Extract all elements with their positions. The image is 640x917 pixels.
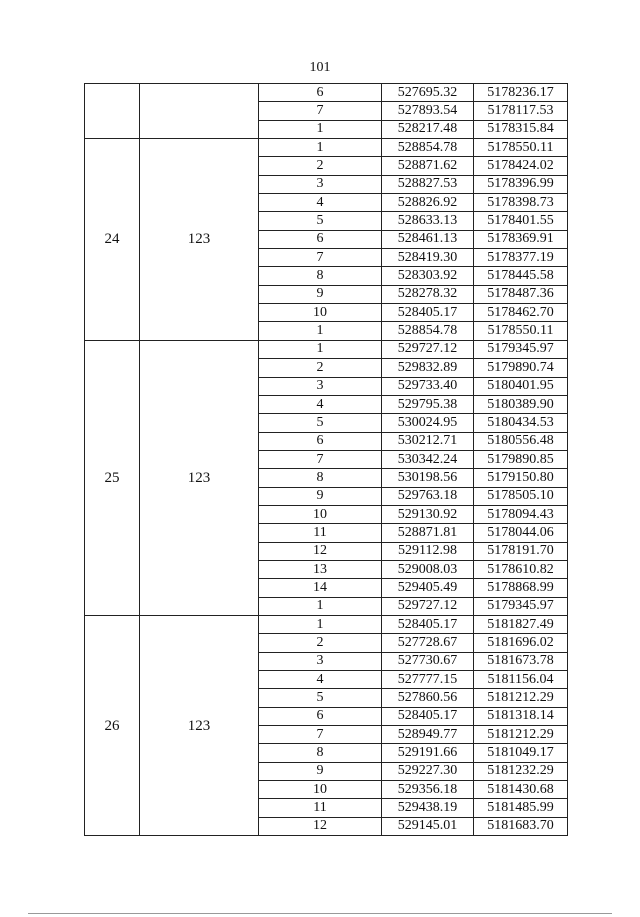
- x-coordinate-cell: 529763.18: [382, 487, 474, 505]
- y-coordinate-cell: 5179890.74: [474, 359, 568, 377]
- scan-edge-line: [28, 913, 612, 914]
- x-coordinate-cell: 527860.56: [382, 689, 474, 707]
- x-coordinate-cell: 530212.71: [382, 432, 474, 450]
- x-coordinate-cell: 528405.17: [382, 304, 474, 322]
- point-number-cell: 9: [259, 487, 382, 505]
- y-coordinate-cell: 5179345.97: [474, 340, 568, 358]
- y-coordinate-cell: 5178396.99: [474, 175, 568, 193]
- x-coordinate-cell: 528217.48: [382, 120, 474, 138]
- point-number-cell: 14: [259, 579, 382, 597]
- x-coordinate-cell: 528949.77: [382, 726, 474, 744]
- x-coordinate-cell: 528854.78: [382, 139, 474, 157]
- x-coordinate-cell: 528826.92: [382, 194, 474, 212]
- y-coordinate-cell: 5178191.70: [474, 542, 568, 560]
- table-row: [85, 139, 568, 157]
- point-number-cell: 6: [259, 432, 382, 450]
- x-coordinate-cell: 530024.95: [382, 414, 474, 432]
- point-number-cell: 2: [259, 634, 382, 652]
- x-coordinate-cell: 530342.24: [382, 450, 474, 468]
- point-number-cell: 1: [259, 120, 382, 138]
- x-coordinate-cell: 528461.13: [382, 230, 474, 248]
- y-coordinate-cell: 5181430.68: [474, 781, 568, 799]
- table-row: [85, 84, 568, 102]
- y-coordinate-cell: 5180389.90: [474, 395, 568, 413]
- y-coordinate-cell: 5178315.84: [474, 120, 568, 138]
- point-number-cell: 11: [259, 799, 382, 817]
- x-coordinate-cell: 529191.66: [382, 744, 474, 762]
- x-coordinate-cell: 529008.03: [382, 560, 474, 578]
- point-number-cell: 4: [259, 671, 382, 689]
- y-coordinate-cell: 5178377.19: [474, 249, 568, 267]
- y-coordinate-cell: 5181156.04: [474, 671, 568, 689]
- x-coordinate-cell: 529438.19: [382, 799, 474, 817]
- point-number-cell: 4: [259, 395, 382, 413]
- point-number-cell: 12: [259, 817, 382, 835]
- table-row: [85, 340, 568, 358]
- point-number-cell: 1: [259, 322, 382, 340]
- parcel-id-cell: [85, 84, 140, 139]
- point-number-cell: 10: [259, 505, 382, 523]
- x-coordinate-cell: 529356.18: [382, 781, 474, 799]
- point-number-cell: 6: [259, 84, 382, 102]
- point-number-cell: 2: [259, 157, 382, 175]
- x-coordinate-cell: 528419.30: [382, 249, 474, 267]
- point-number-cell: 5: [259, 414, 382, 432]
- point-number-cell: 13: [259, 560, 382, 578]
- parcel-number-cell: 123: [140, 139, 259, 341]
- point-number-cell: 1: [259, 597, 382, 615]
- x-coordinate-cell: 528871.62: [382, 157, 474, 175]
- y-coordinate-cell: 5178550.11: [474, 139, 568, 157]
- x-coordinate-cell: 529405.49: [382, 579, 474, 597]
- point-number-cell: 3: [259, 652, 382, 670]
- y-coordinate-cell: 5180556.48: [474, 432, 568, 450]
- point-number-cell: 1: [259, 340, 382, 358]
- x-coordinate-cell: 529832.89: [382, 359, 474, 377]
- point-number-cell: 11: [259, 524, 382, 542]
- point-number-cell: 4: [259, 194, 382, 212]
- y-coordinate-cell: 5179345.97: [474, 597, 568, 615]
- coordinate-table: [84, 83, 568, 836]
- x-coordinate-cell: 529130.92: [382, 505, 474, 523]
- x-coordinate-cell: 529795.38: [382, 395, 474, 413]
- y-coordinate-cell: 5181827.49: [474, 615, 568, 633]
- y-coordinate-cell: 5179890.85: [474, 450, 568, 468]
- x-coordinate-cell: 528303.92: [382, 267, 474, 285]
- x-coordinate-cell: 529145.01: [382, 817, 474, 835]
- point-number-cell: 7: [259, 249, 382, 267]
- table-row: [85, 615, 568, 633]
- y-coordinate-cell: 5181049.17: [474, 744, 568, 762]
- point-number-cell: 3: [259, 377, 382, 395]
- y-coordinate-cell: 5181318.14: [474, 707, 568, 725]
- y-coordinate-cell: 5178398.73: [474, 194, 568, 212]
- y-coordinate-cell: 5178401.55: [474, 212, 568, 230]
- x-coordinate-cell: 527730.67: [382, 652, 474, 670]
- x-coordinate-cell: 529727.12: [382, 597, 474, 615]
- y-coordinate-cell: 5178462.70: [474, 304, 568, 322]
- x-coordinate-cell: 527893.54: [382, 102, 474, 120]
- x-coordinate-cell: 527777.15: [382, 671, 474, 689]
- y-coordinate-cell: 5178445.58: [474, 267, 568, 285]
- page-number: 101: [309, 60, 331, 75]
- point-number-cell: 7: [259, 102, 382, 120]
- y-coordinate-cell: 5181212.29: [474, 726, 568, 744]
- x-coordinate-cell: 528405.17: [382, 615, 474, 633]
- y-coordinate-cell: 5181683.70: [474, 817, 568, 835]
- point-number-cell: 10: [259, 781, 382, 799]
- x-coordinate-cell: 529112.98: [382, 542, 474, 560]
- point-number-cell: 10: [259, 304, 382, 322]
- parcel-number-cell: 123: [140, 615, 259, 835]
- point-number-cell: 9: [259, 762, 382, 780]
- point-number-cell: 7: [259, 450, 382, 468]
- x-coordinate-cell: 527695.32: [382, 84, 474, 102]
- point-number-cell: 1: [259, 139, 382, 157]
- y-coordinate-cell: 5178550.11: [474, 322, 568, 340]
- point-number-cell: 12: [259, 542, 382, 560]
- x-coordinate-cell: 529227.30: [382, 762, 474, 780]
- x-coordinate-cell: 528405.17: [382, 707, 474, 725]
- y-coordinate-cell: 5179150.80: [474, 469, 568, 487]
- point-number-cell: 8: [259, 744, 382, 762]
- x-coordinate-cell: 528854.78: [382, 322, 474, 340]
- y-coordinate-cell: 5178610.82: [474, 560, 568, 578]
- y-coordinate-cell: 5180434.53: [474, 414, 568, 432]
- y-coordinate-cell: 5178369.91: [474, 230, 568, 248]
- y-coordinate-cell: 5178094.43: [474, 505, 568, 523]
- x-coordinate-cell: 528278.32: [382, 285, 474, 303]
- parcel-number-cell: 123: [140, 340, 259, 615]
- y-coordinate-cell: 5180401.95: [474, 377, 568, 395]
- y-coordinate-cell: 5178505.10: [474, 487, 568, 505]
- point-number-cell: 9: [259, 285, 382, 303]
- y-coordinate-cell: 5181673.78: [474, 652, 568, 670]
- y-coordinate-cell: 5178117.53: [474, 102, 568, 120]
- y-coordinate-cell: 5181696.02: [474, 634, 568, 652]
- y-coordinate-cell: 5181232.29: [474, 762, 568, 780]
- y-coordinate-cell: 5178236.17: [474, 84, 568, 102]
- point-number-cell: 1: [259, 615, 382, 633]
- parcel-id-cell: 24: [85, 139, 140, 341]
- x-coordinate-cell: 529733.40: [382, 377, 474, 395]
- y-coordinate-cell: 5181212.29: [474, 689, 568, 707]
- y-coordinate-cell: 5178868.99: [474, 579, 568, 597]
- x-coordinate-cell: 529727.12: [382, 340, 474, 358]
- point-number-cell: 5: [259, 212, 382, 230]
- y-coordinate-cell: 5181485.99: [474, 799, 568, 817]
- point-number-cell: 5: [259, 689, 382, 707]
- y-coordinate-cell: 5178424.02: [474, 157, 568, 175]
- y-coordinate-cell: 5178044.06: [474, 524, 568, 542]
- point-number-cell: 7: [259, 726, 382, 744]
- point-number-cell: 3: [259, 175, 382, 193]
- x-coordinate-cell: 530198.56: [382, 469, 474, 487]
- parcel-number-cell: [140, 84, 259, 139]
- x-coordinate-cell: 527728.67: [382, 634, 474, 652]
- point-number-cell: 2: [259, 359, 382, 377]
- point-number-cell: 8: [259, 267, 382, 285]
- point-number-cell: 6: [259, 230, 382, 248]
- y-coordinate-cell: 5178487.36: [474, 285, 568, 303]
- parcel-id-cell: 26: [85, 615, 140, 835]
- x-coordinate-cell: 528871.81: [382, 524, 474, 542]
- point-number-cell: 8: [259, 469, 382, 487]
- parcel-id-cell: 25: [85, 340, 140, 615]
- x-coordinate-cell: 528633.13: [382, 212, 474, 230]
- x-coordinate-cell: 528827.53: [382, 175, 474, 193]
- point-number-cell: 6: [259, 707, 382, 725]
